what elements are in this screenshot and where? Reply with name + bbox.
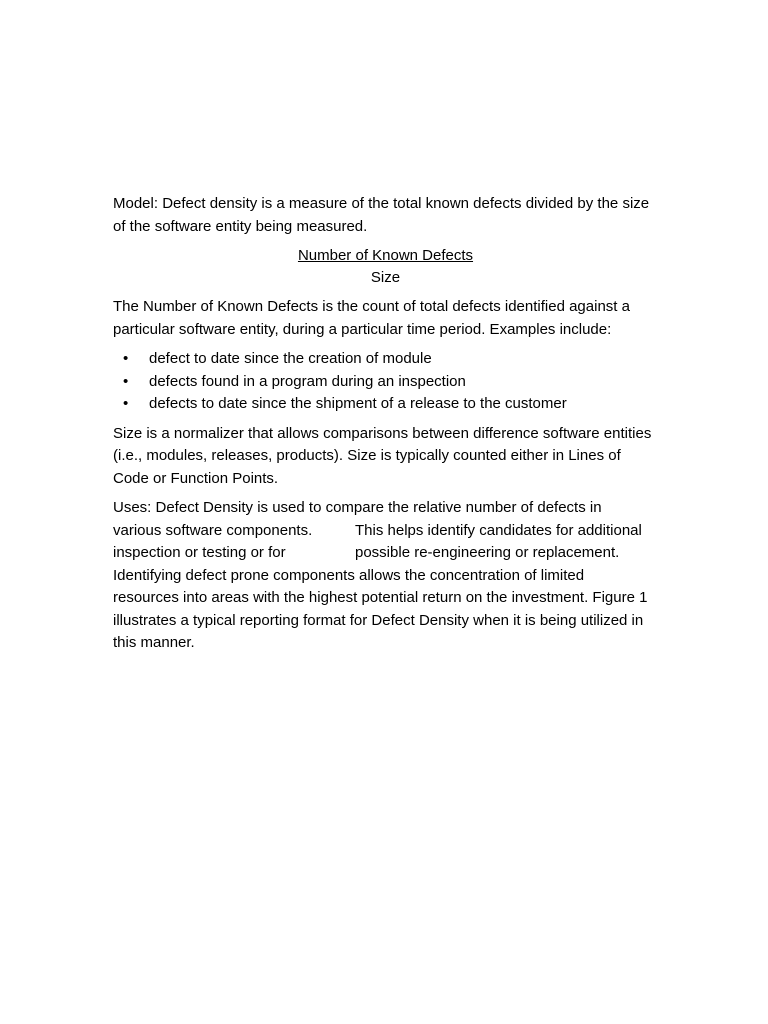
uses-line-3 — [113, 542, 658, 565]
bullet-icon: • — [123, 395, 129, 412]
list-item — [113, 348, 658, 371]
size-line-3: Code or Function Points. — [113, 469, 279, 487]
formula-numerator: Number of Known Defects — [297, 247, 474, 264]
size-paragraph — [113, 423, 658, 491]
uses-line-3-right: possible re-engineering or replacement. — [355, 544, 620, 561]
model-line-1: Model: Defect density is a measure of the total known defects divided by the size — [113, 195, 650, 212]
uses-line-6: illustrates a typical reporting format for Defect Density when it is being utilized in — [113, 611, 644, 629]
size-line-2: (i.e., modules, releases, products). Size is typically counted either in Lines of — [113, 447, 621, 464]
example-text: defect to date since the creation of module — [149, 350, 432, 367]
list-item — [113, 393, 658, 416]
uses-line-7: this manner. — [113, 634, 195, 651]
model-paragraph — [113, 193, 658, 238]
size-line-1: Size is a normalizer that allows comparisons between difference software entities — [113, 424, 652, 442]
uses-line-2 — [113, 520, 658, 543]
example-text: defects found in a program during an inspection — [149, 372, 466, 390]
bullet-icon: • — [123, 350, 129, 367]
bullet-icon: • — [123, 372, 129, 390]
defect-density-formula — [113, 245, 658, 289]
examples-list — [113, 348, 658, 416]
list-item — [113, 371, 658, 394]
known-defects-line-1: The Number of Known Defects is the count of total defects identified against a — [113, 298, 630, 315]
known-defects-paragraph — [113, 296, 658, 341]
document-page — [113, 193, 658, 655]
uses-line-3-left: inspection or testing or for — [113, 544, 286, 561]
uses-line-2-right: This helps identify candidates for additional — [355, 521, 642, 539]
uses-line-4: Identifying defect prone components allows the concentration of limited — [113, 566, 585, 584]
uses-line-5: resources into areas with the highest potential return on the investment. Figure 1 — [113, 589, 648, 606]
uses-paragraph — [113, 497, 658, 655]
known-defects-line-2: particular software entity, during a particular time period. Examples include: — [113, 320, 612, 338]
example-text: defects to date since the shipment of a release to the customer — [149, 395, 567, 412]
model-line-2: of the software entity being measured. — [113, 217, 368, 235]
uses-line-2-left: various software components. — [113, 521, 313, 539]
formula-denominator: Size — [370, 269, 401, 286]
uses-line-1: Uses: Defect Density is used to compare the relative number of defects in — [113, 499, 602, 516]
